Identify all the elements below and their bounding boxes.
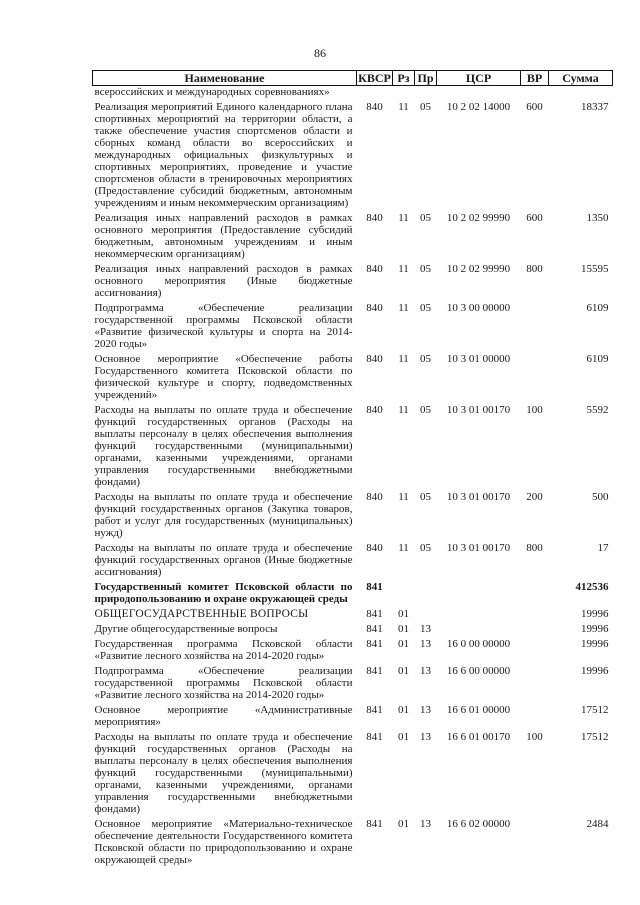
cell-csr: 10 2 02 99990	[446, 263, 511, 275]
cell-csr: 16 6 02 00000	[446, 818, 511, 830]
header-kvsr: КВСР	[358, 71, 391, 85]
cell-sum: 19996	[581, 665, 609, 677]
cell-pr: 13	[420, 623, 431, 635]
cell-kvsr: 841	[366, 638, 383, 650]
cell-kvsr: 841	[366, 704, 383, 716]
cell-rz	[393, 86, 415, 101]
cell-kvsr: 840	[366, 263, 383, 275]
table-row	[93, 607, 613, 622]
cell-rz: 01	[398, 638, 409, 650]
table-row	[93, 730, 613, 817]
cell-rz: 01	[398, 623, 409, 635]
cell-rz: 11	[398, 491, 409, 503]
cell-vr: 200	[526, 491, 543, 503]
cell-kvsr: 840	[366, 212, 383, 224]
cell-csr: 10 3 00 00000	[446, 302, 511, 314]
cell-kvsr	[357, 86, 393, 101]
cell-kvsr: 841	[366, 623, 383, 635]
cell-sum: 2484	[586, 818, 609, 830]
cell-rz: 01	[398, 608, 409, 620]
cell-vr: 800	[526, 542, 543, 554]
page-number: 86	[314, 46, 326, 60]
cell-kvsr: 841	[366, 608, 383, 620]
cell-name: Реализация иных направлений расходов в рамках основного мероприятия (Предоставление субсидий бюджетным, автономным учреждениям и иным некоммерческим организациям)	[94, 212, 353, 260]
cell-vr	[521, 580, 549, 607]
cell-csr: 16 6 01 00000	[446, 704, 511, 716]
cell-rz: 11	[398, 263, 409, 275]
cell-sum: 18337	[581, 101, 609, 113]
cell-vr	[521, 817, 549, 868]
cell-csr: 10 3 01 00170	[446, 491, 511, 503]
cell-rz: 11	[398, 542, 409, 554]
cell-csr: 16 6 01 00170	[446, 731, 511, 743]
cell-vr	[521, 86, 549, 101]
header-pr: Пр	[415, 71, 437, 86]
cell-name: Основное мероприятие «Обеспечение работы Государственного комитета Псковской области по физической культуре и спорту, подведомственных учреждений»	[94, 353, 353, 401]
cell-sum: 1350	[586, 212, 609, 224]
cell-name: Подпрограмма «Обеспечение реализации государственной программы Псковской области «Развитие физической культуры и спорта на 2014-2020 годы»	[94, 302, 353, 350]
cell-name: Расходы на выплаты по оплате труда и обеспечение функций государственных органов (Расходы на выплаты персоналу в целях обеспечения выполнения функций государственными (муниципальными) органами, казенными учреждениями, органами управления государственными внебюджетными фондами)	[94, 404, 353, 488]
cell-rz: 01	[398, 704, 409, 716]
cell-vr: 600	[526, 212, 543, 224]
cell-vr	[521, 622, 549, 637]
cell-sum: 5592	[586, 404, 609, 416]
cell-rz: 01	[398, 731, 409, 743]
cell-name: Государственный комитет Псковской области по природопользованию и охране окружающей среды	[94, 581, 353, 605]
table-row	[93, 100, 613, 211]
table-row	[93, 352, 613, 403]
cell-kvsr: 841	[366, 818, 383, 830]
cell-rz: 11	[398, 404, 409, 416]
cell-vr: 100	[526, 404, 543, 416]
cell-pr: 05	[420, 302, 431, 314]
cell-kvsr: 840	[366, 101, 383, 113]
cell-name: Основное мероприятие «Административные мероприятия»	[94, 704, 353, 728]
cell-name: Расходы на выплаты по оплате труда и обеспечение функций государственных органов (Закупка товаров, работ и услуг для государственных (муниципальных) нужд)	[94, 491, 353, 539]
table-row	[93, 664, 613, 703]
cell-csr	[437, 607, 521, 622]
cell-name: всероссийских и международных соревнованиях»	[94, 86, 330, 98]
cell-csr: 10 3 01 00170	[446, 542, 511, 554]
cell-vr: 800	[526, 263, 543, 275]
table-row	[93, 490, 613, 541]
cell-kvsr: 840	[366, 353, 383, 365]
cell-sum: 17512	[581, 731, 609, 743]
cell-name: Основное мероприятие «Материально-техническое обеспечение деятельности Государственного комитета Псковской области по природопользованию и охране окружающей среды»	[94, 818, 353, 866]
cell-kvsr: 841	[366, 581, 383, 593]
budget-table-container	[92, 70, 612, 868]
cell-sum: 500	[592, 491, 609, 503]
cell-name: Реализация иных направлений расходов в рамках основного мероприятия (Иные бюджетные ассигнования)	[94, 263, 353, 299]
cell-vr	[521, 664, 549, 703]
table-row	[93, 301, 613, 352]
cell-vr	[521, 703, 549, 730]
cell-pr: 05	[420, 212, 431, 224]
table-row	[93, 403, 613, 490]
cell-csr: 10 3 01 00170	[446, 404, 511, 416]
cell-pr: 05	[420, 353, 431, 365]
cell-sum: 15595	[581, 263, 609, 275]
cell-rz: 11	[398, 101, 409, 113]
cell-csr: 16 0 00 00000	[446, 638, 511, 650]
table-row	[93, 86, 613, 101]
cell-vr	[521, 301, 549, 352]
cell-name: Расходы на выплаты по оплате труда и обеспечение функций государственных органов (Расходы на выплаты персоналу в целях обеспечения выполнения функций государственными (муниципальными) органами, казенными учреждениями, органами управления государственными внебюджетными фондами)	[94, 731, 353, 815]
cell-vr	[521, 637, 549, 664]
cell-pr: 05	[420, 542, 431, 554]
cell-rz: 11	[398, 353, 409, 365]
table-body	[93, 86, 613, 869]
cell-pr: 13	[420, 731, 431, 743]
cell-sum	[549, 86, 613, 101]
cell-kvsr: 840	[366, 542, 383, 554]
cell-vr: 100	[526, 731, 543, 743]
cell-vr	[521, 607, 549, 622]
cell-csr	[437, 622, 521, 637]
cell-pr: 13	[420, 818, 431, 830]
table-row	[93, 211, 613, 262]
cell-name: Реализация мероприятий Единого календарного плана спортивных мероприятий на территории области, а также обеспечение участия спортсменов области и сборных команд области во всероссийских и международных официальных физкультурных и спортивных мероприятиях, проведение и участие спортсменов области в тренировочных мероприятиях (Предоставление субсидий бюджетным, автономным учреждениям и иным некоммерческим организациям)	[94, 101, 353, 209]
cell-csr: 10 2 02 99990	[446, 212, 511, 224]
table-row	[93, 703, 613, 730]
budget-table	[92, 70, 613, 868]
cell-pr: 05	[420, 263, 431, 275]
table-row	[93, 637, 613, 664]
cell-sum: 19996	[581, 623, 609, 635]
cell-csr	[437, 86, 521, 101]
cell-pr: 05	[420, 491, 431, 503]
cell-kvsr: 840	[366, 491, 383, 503]
cell-name: Подпрограмма «Обеспечение реализации государственной программы Псковской области «Развитие лесного хозяйства на 2014-2020 годы»	[94, 665, 353, 701]
cell-rz: 01	[398, 818, 409, 830]
cell-csr: 10 2 02 14000	[446, 101, 511, 113]
table-row	[93, 541, 613, 580]
cell-kvsr: 840	[366, 302, 383, 314]
cell-pr	[415, 607, 437, 622]
cell-kvsr: 841	[366, 665, 383, 677]
cell-pr	[415, 86, 437, 101]
cell-pr: 13	[420, 638, 431, 650]
cell-rz	[393, 580, 415, 607]
cell-rz: 11	[398, 212, 409, 224]
cell-rz: 01	[398, 665, 409, 677]
header-csr: ЦСР	[437, 71, 521, 86]
cell-sum: 6109	[586, 302, 609, 314]
header-name: Наименование	[93, 71, 357, 86]
table-row	[93, 622, 613, 637]
cell-name: Государственная программа Псковской области «Развитие лесного хозяйства на 2014-2020 годы»	[94, 638, 353, 662]
cell-pr	[415, 580, 437, 607]
table-row	[93, 262, 613, 301]
header-sum: Сумма	[549, 71, 613, 86]
cell-rz: 11	[398, 302, 409, 314]
cell-kvsr: 840	[366, 404, 383, 416]
table-header-row	[93, 71, 613, 86]
cell-csr: 16 6 00 00000	[446, 665, 511, 677]
cell-csr: 10 3 01 00000	[446, 353, 511, 365]
cell-vr: 600	[526, 101, 543, 113]
cell-sum: 19996	[581, 608, 609, 620]
cell-pr: 13	[420, 704, 431, 716]
cell-sum: 17	[597, 542, 609, 554]
cell-name: Другие общегосударственные вопросы	[94, 623, 278, 635]
cell-sum: 17512	[581, 704, 609, 716]
header-rz: Рз	[393, 71, 415, 86]
cell-sum: 6109	[586, 353, 609, 365]
cell-name: Расходы на выплаты по оплате труда и обеспечение функций государственных органов (Иные бюджетные ассигнования)	[94, 542, 353, 578]
cell-sum: 19996	[581, 638, 609, 650]
table-row	[93, 817, 613, 868]
cell-pr: 05	[420, 404, 431, 416]
cell-pr: 13	[420, 665, 431, 677]
table-row	[93, 580, 613, 607]
cell-kvsr: 841	[366, 731, 383, 743]
cell-pr: 05	[420, 101, 431, 113]
cell-name: ОБЩЕГОСУДАРСТВЕННЫЕ ВОПРОСЫ	[94, 608, 309, 620]
cell-sum: 412536	[575, 581, 609, 593]
cell-csr	[437, 580, 521, 607]
header-vr: ВР	[521, 71, 549, 86]
cell-vr	[521, 352, 549, 403]
